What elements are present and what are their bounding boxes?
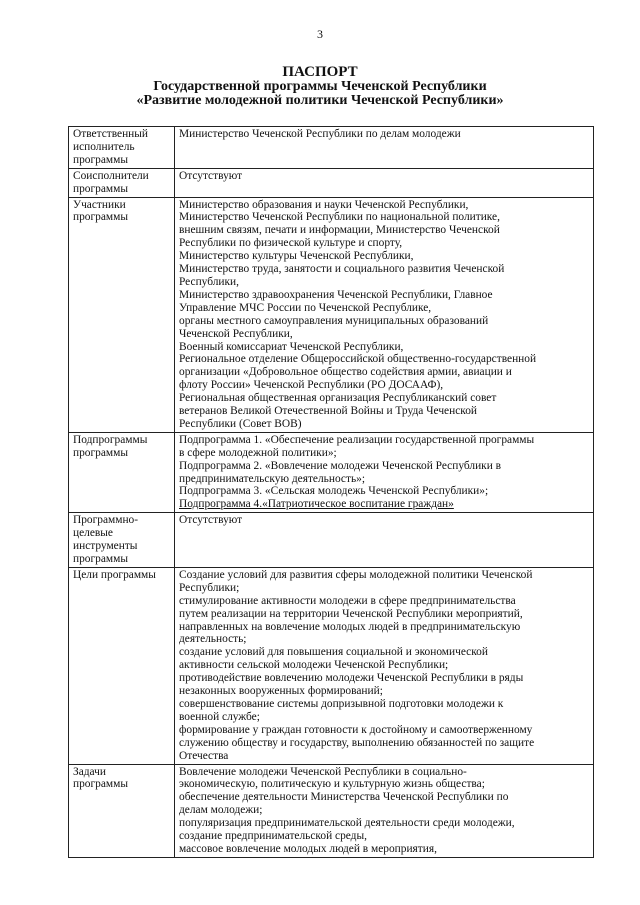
- row-label-line: программы: [73, 778, 128, 791]
- row-content-line: путем реализации на территории Чеченской Республики мероприятий,: [179, 607, 523, 620]
- row-content-line: формирование у граждан готовности к достойному и самоотверженному: [179, 723, 533, 736]
- row-label-cell: [69, 432, 175, 512]
- row-content-line: деятельность;: [179, 633, 247, 646]
- row-label-line: Участники: [73, 198, 126, 211]
- row-content-line: Министерство здравоохранения Чеченской Республики, Главное: [179, 288, 493, 301]
- row-label-line: Ответственный: [73, 128, 149, 140]
- table-row: [69, 567, 594, 764]
- row-content-line: Отсутствуют: [179, 514, 243, 527]
- row-content-line: Подпрограмма 4.«Патриотическое воспитание граждан»: [179, 498, 454, 511]
- row-content-cell: [175, 197, 594, 432]
- row-label-line: программы: [73, 446, 128, 459]
- row-content-line: Республики (Совет ВОВ): [179, 417, 302, 430]
- row-content-line: Региональная общественная организация Республиканский совет: [179, 392, 497, 405]
- passport-table: [68, 126, 594, 858]
- row-content-line: Подпрограмма 3. «Сельская молодежь Чеченской Республики»;: [179, 485, 489, 498]
- table-row: [69, 513, 594, 568]
- row-content-line: флоту России» Чеченской Республики (РО ДОСААФ),: [179, 379, 444, 392]
- row-content-line: незаконных вооруженных формирований;: [179, 685, 383, 698]
- document-subtitle: [0, 80, 640, 108]
- row-content-line: Управление МЧС России по Чеченской Республике,: [179, 301, 432, 314]
- row-content-line: служению обществу и государству, выполнению обязанностей по защите: [179, 736, 535, 749]
- row-content-line: Чеченской Республики,: [179, 327, 293, 340]
- row-content-line: предпринимательскую деятельность»;: [179, 472, 366, 485]
- row-label-line: программы: [73, 553, 128, 565]
- row-content-line: активности сельской молодежи Чеченской Республики;: [179, 659, 449, 672]
- row-content-line: Республики,: [179, 275, 239, 288]
- row-content-cell: [175, 513, 594, 568]
- row-label-line: исполнитель: [73, 140, 135, 153]
- row-content-line: Министерство труда, занятости и социального развития Чеченской: [179, 263, 505, 276]
- row-content-line: Подпрограмма 1. «Обеспечение реализации государственной программы: [179, 433, 535, 446]
- row-label-line: программы: [73, 153, 128, 166]
- row-content-line: Отечества: [179, 749, 229, 762]
- row-content-line: организации «Добровольное общество содействия армии, авиации и: [179, 366, 512, 379]
- row-content-line: стимулирование активности молодежи в сфере предпринимательства: [179, 594, 516, 607]
- row-label-cell: [69, 567, 175, 764]
- row-label-line: программы: [73, 211, 128, 224]
- row-content-line: Министерство образования и науки Чеченской Республики,: [179, 198, 469, 211]
- row-content-line: делам молодежи;: [179, 804, 263, 817]
- row-label-line: Программно-: [73, 514, 139, 527]
- row-content-line: Республики по физической культуре и спорту,: [179, 237, 403, 250]
- row-content-line: популяризация предпринимательской деятельности среди молодежи,: [179, 817, 515, 830]
- row-content-line: Вовлечение молодежи Чеченской Республики в социально-: [179, 765, 467, 778]
- row-label-line: инструменты: [73, 540, 138, 553]
- row-label-line: программы: [73, 182, 128, 195]
- row-content-line: органы местного самоуправления муниципальных образований: [179, 314, 489, 327]
- row-content-line: Министерство Чеченской Республики по национальной политике,: [179, 211, 500, 224]
- row-label-line: Соисполнители: [73, 169, 149, 182]
- row-label-line: Цели программы: [73, 568, 156, 581]
- row-content-cell: [175, 127, 594, 169]
- row-label-cell: [69, 168, 175, 197]
- row-content-line: экономическую, политическую и культурную жизнь общества;: [179, 778, 485, 791]
- table-row: [69, 168, 594, 197]
- table-row: [69, 764, 594, 857]
- row-content-line: противодействие вовлечению молодежи Чеченской Республики в ряды: [179, 672, 524, 685]
- row-label-cell: [69, 197, 175, 432]
- row-content-line: Министерство культуры Чеченской Республики,: [179, 250, 414, 263]
- row-content-line: Создание условий для развития сферы молодежной политики Чеченской: [179, 568, 533, 581]
- subtitle-line: «Развитие молодежной политики Чеченской Республики»: [136, 93, 504, 108]
- table-row: [69, 197, 594, 432]
- row-content-cell: [175, 764, 594, 857]
- row-label-cell: [69, 127, 175, 169]
- table-row: [69, 432, 594, 512]
- row-content-line: Министерство Чеченской Республики по делам молодежи: [179, 128, 461, 140]
- row-content-line: [179, 141, 590, 154]
- row-label-cell: [69, 764, 175, 857]
- row-content-line: внешним связям, печати и информации, Министерство Чеченской: [179, 224, 500, 237]
- row-content-line: Подпрограмма 2. «Вовлечение молодежи Чеченской Республики в: [179, 459, 502, 472]
- row-content-line: создание предпринимательской среды,: [179, 830, 367, 843]
- row-label-cell: [69, 513, 175, 568]
- row-content-line: Военный комиссариат Чеченской Республики,: [179, 340, 404, 353]
- row-content-line: массовое вовлечение молодых людей в мероприятия,: [179, 842, 437, 855]
- row-label-line: Подпрограммы: [73, 433, 148, 446]
- row-label-line: целевые: [73, 527, 113, 540]
- row-content-line: создание условий для повышения социальной и экономической: [179, 646, 488, 659]
- row-content-cell: [175, 168, 594, 197]
- row-label-line: Задачи: [73, 765, 106, 778]
- row-content-line: Республики;: [179, 581, 240, 594]
- row-content-cell: [175, 567, 594, 764]
- row-content-line: Отсутствуют: [179, 169, 243, 182]
- page-number: 3: [317, 27, 323, 41]
- subtitle-line: Государственной программы Чеченской Республики: [153, 79, 487, 94]
- document-title: ПАСПОРТ: [282, 64, 358, 80]
- row-content-line: военной службе;: [179, 710, 260, 723]
- table-row: [69, 127, 594, 169]
- row-content-line: Региональное отделение Общероссийской общественно-государственной: [179, 353, 537, 366]
- row-content-line: обеспечение деятельности Министерства Чеченской Республики по: [179, 791, 509, 804]
- row-content-cell: [175, 432, 594, 512]
- row-content-line: совершенствование системы допризывной подготовки молодежи к: [179, 697, 504, 710]
- row-content-line: направленных на вовлечение молодых людей в предпринимательскую: [179, 620, 521, 633]
- row-content-line: в сфере молодежной политики»;: [179, 446, 337, 459]
- row-content-line: ветеранов Великой Отечественной Войны и Труда Чеченской: [179, 405, 478, 418]
